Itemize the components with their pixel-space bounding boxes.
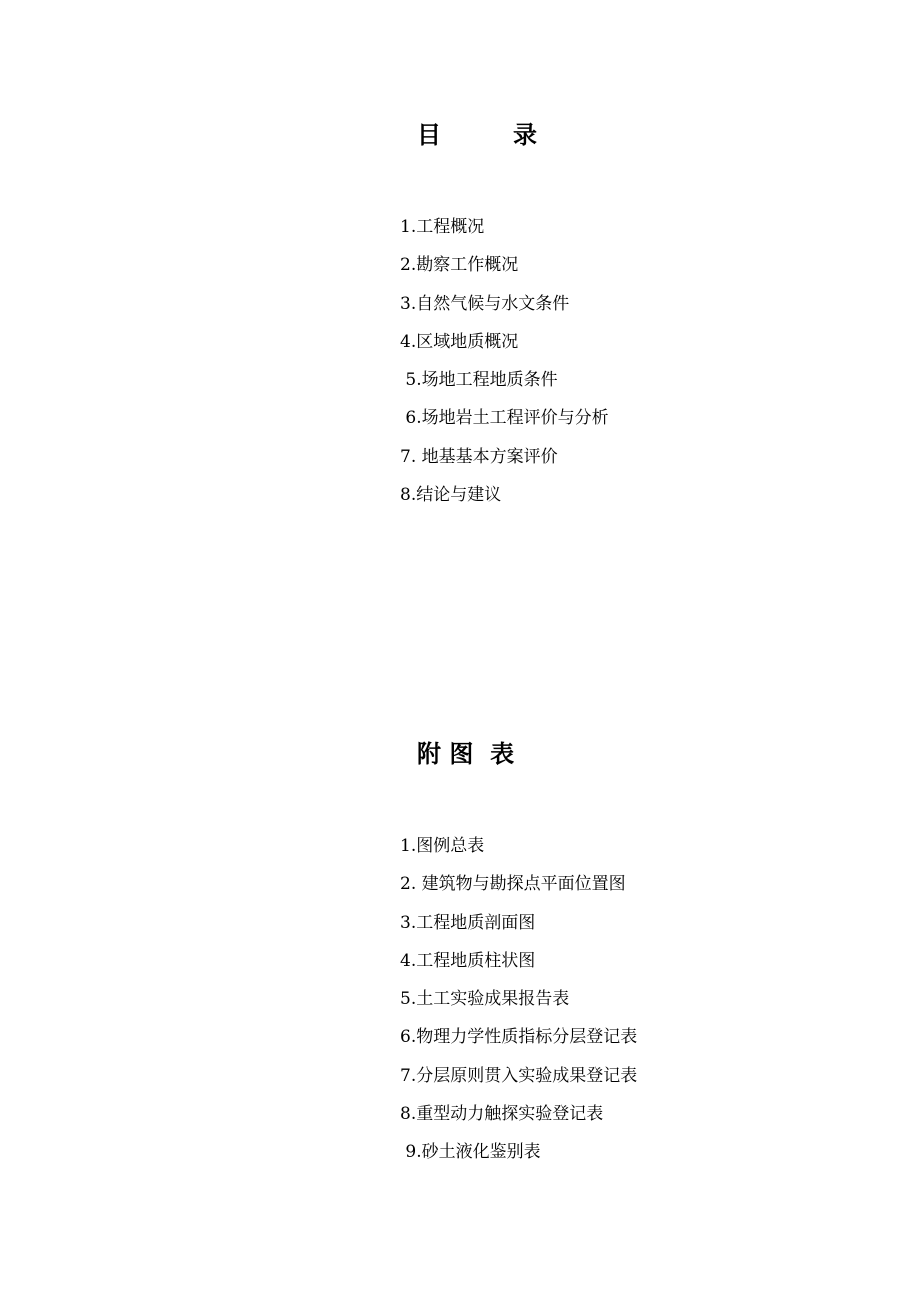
appendix-item: 2. 建筑物与勘探点平面位置图 bbox=[400, 874, 626, 895]
appendix-item: 5.土工实验成果报告表 bbox=[400, 989, 570, 1010]
toc-title: 目 录 bbox=[417, 121, 537, 149]
toc-item: 2.勘察工作概况 bbox=[400, 255, 519, 276]
toc-item: 5.场地工程地质条件 bbox=[400, 370, 558, 391]
toc-item: 4.区域地质概况 bbox=[400, 331, 519, 352]
appendix-title: 附 图 表 bbox=[417, 740, 515, 768]
appendix-item: 4.工程地质柱状图 bbox=[400, 950, 536, 971]
toc-item: 3.自然气候与水文条件 bbox=[400, 293, 570, 314]
appendix-item: 7.分层原则贯入实验成果登记表 bbox=[400, 1065, 638, 1086]
appendix-item: 3.工程地质剖面图 bbox=[400, 912, 536, 933]
toc-item: 6.场地岩土工程评价与分析 bbox=[400, 408, 609, 429]
toc-item: 7. 地基基本方案评价 bbox=[400, 446, 558, 467]
toc-item: 1.工程概况 bbox=[400, 217, 485, 237]
appendix-item: 1.图例总表 bbox=[400, 836, 485, 856]
appendix-item: 8.重型动力触探实验登记表 bbox=[400, 1104, 604, 1125]
toc-item: 8.结论与建议 bbox=[400, 485, 502, 506]
appendix-item: 6.物理力学性质指标分层登记表 bbox=[400, 1027, 638, 1048]
appendix-item: 9.砂土液化鉴别表 bbox=[400, 1142, 541, 1163]
appendix-list bbox=[400, 834, 637, 1179]
toc-list bbox=[400, 215, 609, 521]
